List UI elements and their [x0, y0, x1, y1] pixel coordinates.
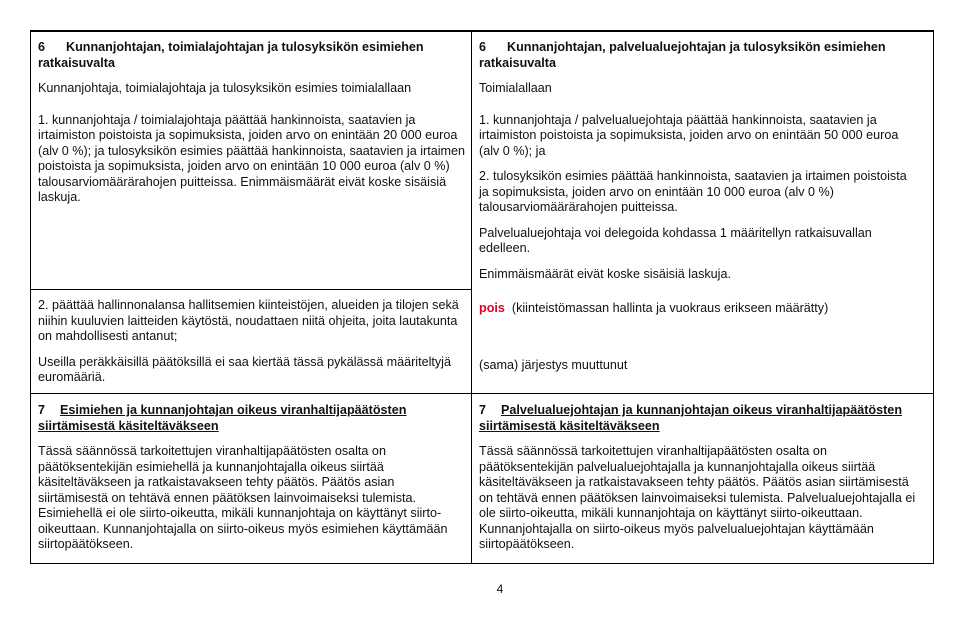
left-section7 [38, 403, 466, 553]
right-removed-note: pois (kiinteistömassan hallinta ja vuokraus erikseen määrätty) [479, 301, 829, 315]
row-divider [30, 393, 934, 394]
right-section6-para2: 2. tulosyksikön esimies päättää hankinnoista, saatavien ja irtaimen poistoista ja sopimuksista, joiden arvo on enintään 10 000 euroa (alv 0 %) talousarviomäärärahojen puitteissa. [479, 169, 907, 214]
right-section7-heading: 7 Palvelualuejohtajan ja kunnanjohtajan oikeus viranhaltijapäätösten siirtämisestä käsiteltäväkseen [479, 403, 903, 433]
right-section6-heading: 6 Kunnanjohtajan, palvelualuejohtajan ja tulosyksikön esimiehen ratkaisuvalta [479, 40, 886, 70]
left-section7-body: Tässä säännössä tarkoitettujen viranhaltijapäätösten osalta on päätöksentekijän esimiehellä ja kunnanjohtajalla oikeus siirtää käsiteltäväkseen ja ratkaistavakseen tehty päätös. Päätös asian siirtämisestä on tehtävä ennen päätöksen lainvoimaiseksi tulemista. Esimiehellä ei ole siirto-oikeutta, mikäli kunnanjohtaja on käyttänyt siirto-oikeuttaan. Kunnanjohtajalla on siirto-oikeus myös esimiehen käyttämään siirtopäätökseen. [38, 444, 448, 551]
row-divider [30, 289, 472, 290]
column-divider [471, 30, 472, 564]
right-section6 [479, 40, 919, 282]
left-para3: Useilla peräkkäisillä päätöksillä ei saa kiertää tässä pykälässä määriteltyjä euromääriä. [38, 354, 451, 384]
right-section6-para1: 1. kunnanjohtaja / palvelualuejohtaja päättää hankinnoista, saatavien ja irtaimiston poistoista ja sopimuksista, joiden arvo on enintään 50 000 euroa (alv 0 %); ja [479, 112, 899, 158]
right-section7 [479, 403, 919, 553]
right-section6-para3: Palvelualuejohtaja voi delegoida kohdassa 1 määritellyn ratkaisuvallan edelleen. [479, 225, 872, 255]
left-section6-heading: 6 Kunnanjohtajan, toimialajohtajan ja tulosyksikön esimiehen ratkaisuvalta [38, 40, 424, 70]
right-section6-subtitle: Toimialallaan [479, 81, 552, 95]
right-row2 [479, 301, 919, 373]
page-number: 4 [496, 582, 504, 596]
right-order-note: (sama) järjestys muuttunut [479, 357, 628, 372]
left-section6-para1: 1. kunnanjohtaja / toimialajohtaja päättää hankinnoista, saatavien ja irtaimiston poistoista ja sopimuksista, joiden arvo on enintään 20 000 euroa (alv 0 %); ja tulosyksikön esimies päättää hankinnoista, saatavien ja irtaimen poistoista ja sopimuksista, joiden arvo on enintään 10 000 euroa (alv 0 %) talousarviomäärärahojen puitteissa. Enimmäismäärät eivät koske sisäisiä laskuja. [38, 112, 466, 204]
right-section6-para4: Enimmäismäärät eivät koske sisäisiä laskuja. [479, 266, 731, 281]
left-section7-heading: 7 Esimiehen ja kunnanjohtajan oikeus viranhaltijapäätösten siirtämisestä käsiteltäväkseen [38, 403, 407, 433]
left-row2 [38, 298, 466, 386]
left-section6-subtitle: Kunnanjohtaja, toimialajohtaja ja tulosyksikön esimies toimialallaan [38, 81, 412, 95]
left-para2: 2. päättää hallinnonalansa hallitsemien kiinteistöjen, alueiden ja tilojen sekä niihin kuuluvien laitteiden käytöstä, noudattaen niitä ohjeita, joita lautakunta on mahdollisesti antanut; [38, 298, 459, 343]
right-section7-body: Tässä säännössä tarkoitettujen viranhaltijapäätösten osalta on päätöksentekijän palvelualuejohtajalla ja kunnanjohtajalla oikeus siirtää käsiteltäväkseen ja ratkaistavakseen tehty päätös. Päätös asian siirtämisestä on tehtävä ennen päätöksen lainvoimaiseksi tulemista. Palvelualuejohtajalla ei ole siirto-oikeutta, mikäli kunnanjohtaja on käyttänyt siirto-oikeuttaan. Kunnanjohtajalla on siirto-oikeus myös palvelualuejohtajan käyttämään siirtopäätökseen. [479, 444, 916, 551]
removed-label: pois [479, 301, 505, 315]
left-section6 [38, 40, 466, 206]
